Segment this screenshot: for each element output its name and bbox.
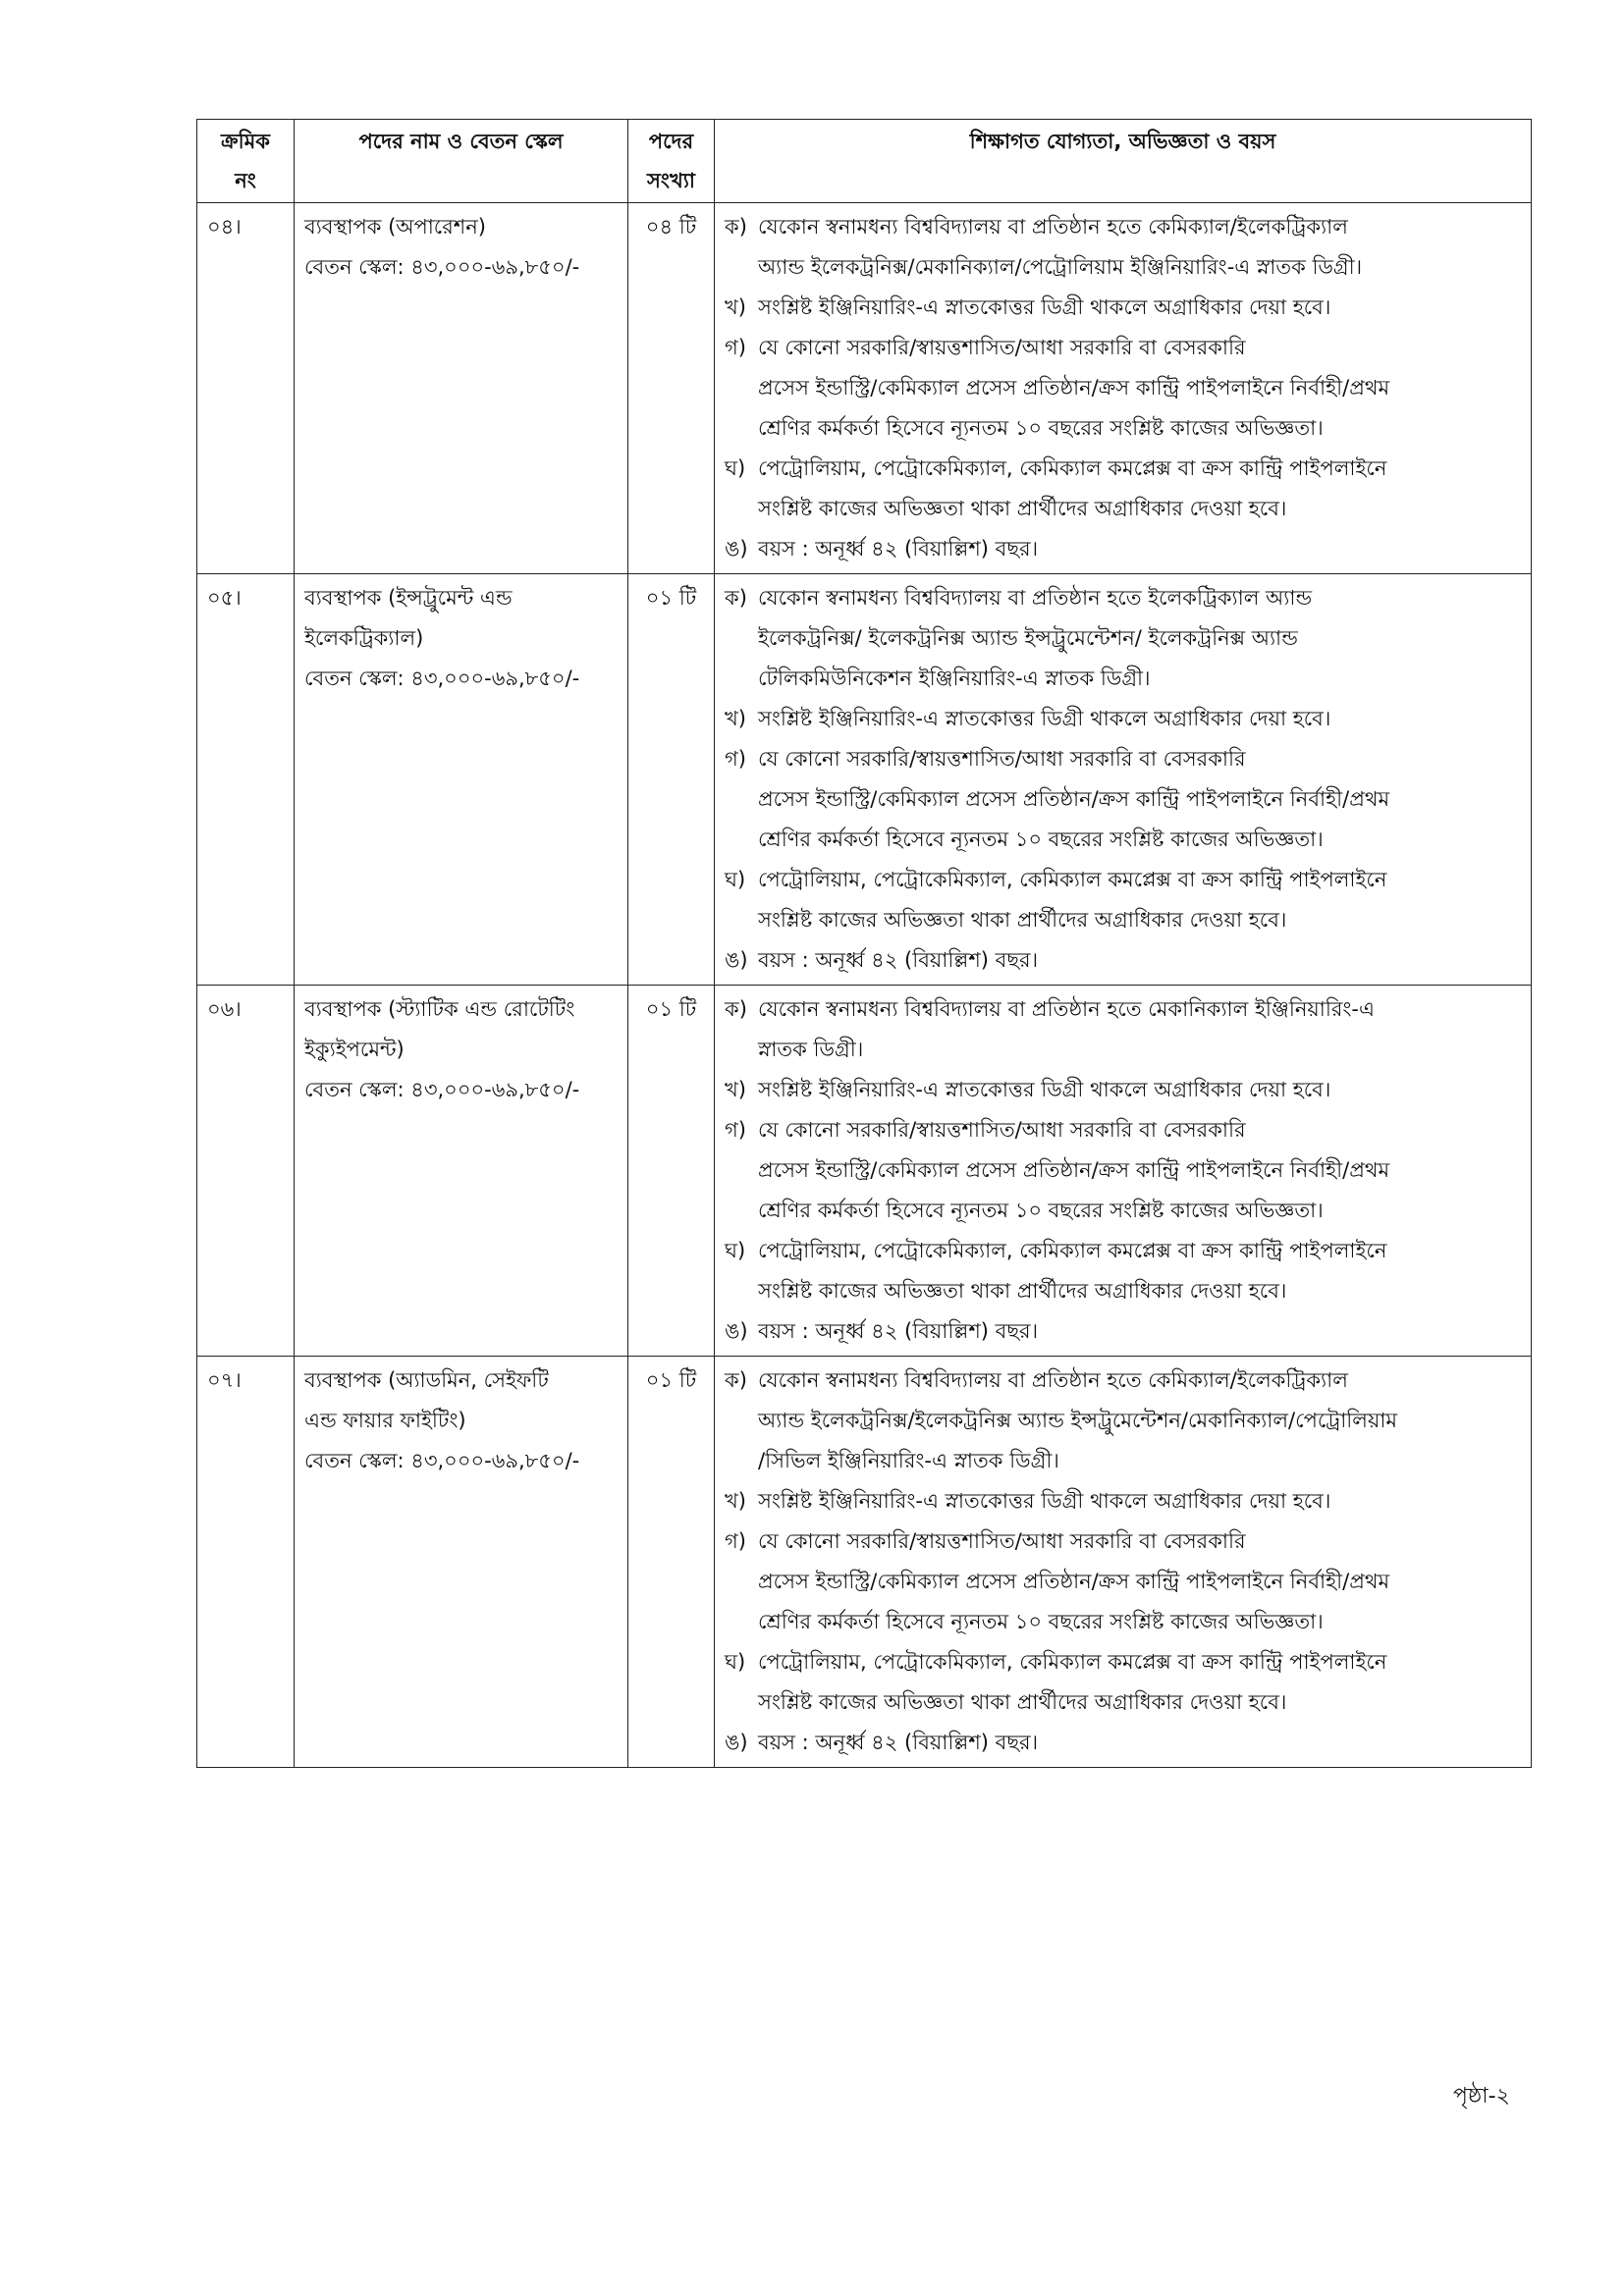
qualification-marker: ঙ) xyxy=(725,537,748,561)
table-row xyxy=(197,574,1532,986)
table-row xyxy=(197,986,1532,1357)
post-count-cell: ০১ টি xyxy=(628,1357,715,1768)
qualification-item xyxy=(725,699,1521,739)
qualification-text xyxy=(758,1070,1521,1110)
qualification-text xyxy=(758,1311,1521,1352)
qualification-line: যেকোন স্বনামধন্য বিশ্ববিদ্যালয় বা প্রতিষ্ঠান হতে কেমিক্যাল/ইলেকট্রিক্যাল xyxy=(758,1368,1348,1392)
qualification-text xyxy=(758,288,1521,328)
post-line: ব্যবস্থাপক (অপারেশন) xyxy=(304,215,486,239)
post-line: ইলেকট্রিক্যাল) xyxy=(304,626,424,650)
qualification-line: সংশ্লিষ্ট কাজের অভিজ্ঞতা থাকা প্রার্থীদের অগ্রাধিকার দেওয়া হবে। xyxy=(758,908,1287,932)
post-line: ব্যবস্থাপক (ইন্সট্রুমেন্ট এন্ড xyxy=(304,586,513,610)
qualification-line: সংশ্লিষ্ট ইঞ্জিনিয়ারিং-এ স্নাতকোত্তর ডিগ্রী থাকলে অগ্রাধিকার দেয়া হবে। xyxy=(758,295,1331,319)
qualification-marker: ক) xyxy=(725,215,747,239)
header-serial: ক্রমিক নং xyxy=(197,120,295,203)
qualification-line: সংশ্লিষ্ট ইঞ্জিনিয়ারিং-এ স্নাতকোত্তর ডিগ্রী থাকলে অগ্রাধিকার দেয়া হবে। xyxy=(758,1078,1331,1101)
qualification-text xyxy=(758,1723,1521,1763)
qualification-text xyxy=(758,699,1521,739)
qualification-item xyxy=(725,288,1521,328)
post-line: এন্ড ফায়ার ফাইটিং) xyxy=(304,1409,466,1432)
qualification-line: শ্রেণির কর্মকর্তা হিসেবে ন্যূনতম ১০ বছরের সংশ্লিষ্ট কাজের অভিজ্ঞতা। xyxy=(758,828,1324,851)
serial-cell: ০৫। xyxy=(197,574,295,986)
qualification-text xyxy=(758,989,1521,1070)
qualification-item xyxy=(725,989,1521,1070)
qualification-cell xyxy=(715,986,1532,1357)
qualification-text xyxy=(758,449,1521,529)
post-count-cell: ০১ টি xyxy=(628,574,715,986)
qualification-text xyxy=(758,1642,1521,1723)
qualification-text xyxy=(758,529,1521,569)
qualification-line: প্রসেস ইন্ডাস্ট্রি/কেমিক্যাল প্রসেস প্রতিষ্ঠান/ক্রস কান্ট্রি পাইপলাইনে নির্বাহী/প্রথম xyxy=(758,1158,1390,1182)
table-row xyxy=(197,203,1532,574)
qualification-line: প্রসেস ইন্ডাস্ট্রি/কেমিক্যাল প্রসেস প্রতিষ্ঠান/ক্রস কান্ট্রি পাইপলাইনে নির্বাহী/প্রথম xyxy=(758,376,1390,400)
qualification-marker: খ) xyxy=(725,295,746,319)
qualification-line: যে কোনো সরকারি/স্বায়ত্তশাসিত/আধা সরকারি বা বেসরকারি xyxy=(758,1118,1246,1142)
qualification-marker: ক) xyxy=(725,997,747,1021)
serial-cell: ০৭। xyxy=(197,1357,295,1768)
qualification-text xyxy=(758,860,1521,940)
qualification-line: টেলিকমিউনিকেশন ইঞ্জিনিয়ারিং-এ স্নাতক ডিগ্রী। xyxy=(758,667,1151,690)
qualification-line: যে কোনো সরকারি/স্বায়ত্তশাসিত/আধা সরকারি বা বেসরকারি xyxy=(758,336,1246,359)
qualification-item xyxy=(725,1110,1521,1231)
qualification-item xyxy=(725,1723,1521,1763)
qualification-item xyxy=(725,1070,1521,1110)
table-body xyxy=(197,203,1532,1768)
qualification-line: বয়স : অনূর্ধ্ব ৪২ (বিয়াল্লিশ) বছর। xyxy=(758,1731,1039,1754)
qualification-line: অ্যান্ড ইলেকট্রনিক্স/মেকানিক্যাল/পেট্রোলিয়াম ইঞ্জিনিয়ারিং-এ স্নাতক ডিগ্রী। xyxy=(758,255,1363,279)
qualification-text xyxy=(758,940,1521,981)
qualification-item xyxy=(725,1231,1521,1311)
qualification-line: পেট্রোলিয়াম, পেট্রোকেমিক্যাল, কেমিক্যাল কমপ্লেক্স বা ক্রস কান্ট্রি পাইপলাইনে xyxy=(758,1650,1387,1674)
qualification-item xyxy=(725,449,1521,529)
serial-cell: ০৪। xyxy=(197,203,295,574)
qualification-line: পেট্রোলিয়াম, পেট্রোকেমিক্যাল, কেমিক্যাল কমপ্লেক্স বা ক্রস কান্ট্রি পাইপলাইনে xyxy=(758,1239,1387,1262)
table-header-row xyxy=(197,120,1532,203)
qualification-line: ইলেকট্রনিক্স/ ইলেকট্রনিক্স অ্যান্ড ইন্সট্রুমেন্টেশন/ ইলেকট্রনিক্স অ্যান্ড xyxy=(758,626,1298,650)
qualification-marker: ঙ) xyxy=(725,948,748,972)
qualification-line: অ্যান্ড ইলেকট্রনিক্স/ইলেকট্রনিক্স অ্যান্ড ইন্সট্রুমেন্টেশন/মেকানিক্যাল/পেট্রোলিয়াম xyxy=(758,1409,1398,1432)
qualification-line: /সিভিল ইঞ্জিনিয়ারিং-এ স্নাতক ডিগ্রী। xyxy=(758,1449,1059,1472)
qualification-line: শ্রেণির কর্মকর্তা হিসেবে ন্যূনতম ১০ বছরের সংশ্লিষ্ট কাজের অভিজ্ঞতা। xyxy=(758,416,1324,440)
post-line: ইক্যুইপমেন্ট) xyxy=(304,1038,405,1061)
post-line: বেতন স্কেল: ৪৩,০০০-৬৯,৮৫০/- xyxy=(304,1078,580,1101)
qualification-marker: ঙ) xyxy=(725,1731,748,1754)
qualification-marker: ঘ) xyxy=(725,868,746,891)
qualification-text xyxy=(758,1481,1521,1522)
qualification-line: যেকোন স্বনামধন্য বিশ্ববিদ্যালয় বা প্রতিষ্ঠান হতে মেকানিক্যাল ইঞ্জিনিয়ারিং-এ xyxy=(758,997,1375,1021)
post-line: ব্যবস্থাপক (অ্যাডমিন, সেইফটি xyxy=(304,1368,549,1392)
post-line: বেতন স্কেল: ৪৩,০০০-৬৯,৮৫০/- xyxy=(304,255,580,279)
qualification-line: সংশ্লিষ্ট কাজের অভিজ্ঞতা থাকা প্রার্থীদের অগ্রাধিকার দেওয়া হবে। xyxy=(758,1279,1287,1303)
post-line: বেতন স্কেল: ৪৩,০০০-৬৯,৮৫০/- xyxy=(304,667,580,690)
qualification-marker: গ) xyxy=(725,336,746,359)
header-count: পদের সংখ্যা xyxy=(628,120,715,203)
qualification-text xyxy=(758,578,1521,699)
qualification-line: প্রসেস ইন্ডাস্ট্রি/কেমিক্যাল প্রসেস প্রতিষ্ঠান/ক্রস কান্ট্রি পাইপলাইনে নির্বাহী/প্রথম xyxy=(758,787,1390,811)
qualification-text xyxy=(758,328,1521,449)
qualification-text xyxy=(758,207,1521,288)
table-row xyxy=(197,1357,1532,1768)
header-post: পদের নাম ও বেতন স্কেল xyxy=(295,120,628,203)
qualification-item xyxy=(725,1481,1521,1522)
qualification-text xyxy=(758,1361,1521,1481)
qualification-item xyxy=(725,940,1521,981)
qualification-marker: ক) xyxy=(725,586,747,610)
qualification-marker: ঘ) xyxy=(725,1239,746,1262)
post-line: বেতন স্কেল: ৪৩,০০০-৬৯,৮৫০/- xyxy=(304,1449,580,1472)
qualification-item xyxy=(725,328,1521,449)
serial-cell: ০৬। xyxy=(197,986,295,1357)
header-qualification: শিক্ষাগত যোগ্যতা, অভিজ্ঞতা ও বয়স xyxy=(715,120,1532,203)
qualification-marker: ঘ) xyxy=(725,1650,746,1674)
qualification-line: বয়স : অনূর্ধ্ব ৪২ (বিয়াল্লিশ) বছর। xyxy=(758,537,1039,561)
qualification-text xyxy=(758,739,1521,860)
qualification-item xyxy=(725,1642,1521,1723)
qualification-marker: খ) xyxy=(725,1078,746,1101)
qualification-item xyxy=(725,1361,1521,1481)
qualification-text xyxy=(758,1522,1521,1642)
qualification-item xyxy=(725,529,1521,569)
post-cell xyxy=(295,203,628,574)
qualification-item xyxy=(725,578,1521,699)
qualification-line: যেকোন স্বনামধন্য বিশ্ববিদ্যালয় বা প্রতিষ্ঠান হতে কেমিক্যাল/ইলেকট্রিক্যাল xyxy=(758,215,1348,239)
job-requirements-table xyxy=(196,119,1532,1768)
qualification-line: প্রসেস ইন্ডাস্ট্রি/কেমিক্যাল প্রসেস প্রতিষ্ঠান/ক্রস কান্ট্রি পাইপলাইনে নির্বাহী/প্রথম xyxy=(758,1570,1390,1593)
qualification-item xyxy=(725,1522,1521,1642)
qualification-marker: গ) xyxy=(725,1529,746,1553)
qualification-line: শ্রেণির কর্মকর্তা হিসেবে ন্যূনতম ১০ বছরের সংশ্লিষ্ট কাজের অভিজ্ঞতা। xyxy=(758,1199,1324,1222)
qualification-cell xyxy=(715,1357,1532,1768)
post-count-cell: ০৪ টি xyxy=(628,203,715,574)
qualification-marker: ঙ) xyxy=(725,1319,748,1343)
qualification-cell xyxy=(715,203,1532,574)
qualification-line: সংশ্লিষ্ট ইঞ্জিনিয়ারিং-এ স্নাতকোত্তর ডিগ্রী থাকলে অগ্রাধিকার দেয়া হবে। xyxy=(758,707,1331,730)
qualification-text xyxy=(758,1110,1521,1231)
qualification-line: যে কোনো সরকারি/স্বায়ত্তশাসিত/আধা সরকারি বা বেসরকারি xyxy=(758,747,1246,771)
qualification-line: যেকোন স্বনামধন্য বিশ্ববিদ্যালয় বা প্রতিষ্ঠান হতে ইলেকট্রিক্যাল অ্যান্ড xyxy=(758,586,1313,610)
qualification-marker: গ) xyxy=(725,1118,746,1142)
qualification-line: শ্রেণির কর্মকর্তা হিসেবে ন্যূনতম ১০ বছরের সংশ্লিষ্ট কাজের অভিজ্ঞতা। xyxy=(758,1610,1324,1633)
qualification-line: স্নাতক ডিগ্রী। xyxy=(758,1038,864,1061)
post-cell xyxy=(295,1357,628,1768)
post-cell xyxy=(295,986,628,1357)
qualification-marker: খ) xyxy=(725,707,746,730)
qualification-item xyxy=(725,207,1521,288)
post-line: ব্যবস্থাপক (স্ট্যাটিক এন্ড রোটেটিং xyxy=(304,997,575,1021)
qualification-marker: ঘ) xyxy=(725,456,746,480)
qualification-marker: গ) xyxy=(725,747,746,771)
page-number: পৃষ্ঠা-২ xyxy=(1453,2084,1510,2109)
qualification-line: বয়স : অনূর্ধ্ব ৪২ (বিয়াল্লিশ) বছর। xyxy=(758,948,1039,972)
qualification-item xyxy=(725,860,1521,940)
qualification-line: সংশ্লিষ্ট ইঞ্জিনিয়ারিং-এ স্নাতকোত্তর ডিগ্রী থাকলে অগ্রাধিকার দেয়া হবে। xyxy=(758,1489,1331,1513)
qualification-item xyxy=(725,1311,1521,1352)
qualification-line: সংশ্লিষ্ট কাজের অভিজ্ঞতা থাকা প্রার্থীদের অগ্রাধিকার দেওয়া হবে। xyxy=(758,497,1287,520)
qualification-line: যে কোনো সরকারি/স্বায়ত্তশাসিত/আধা সরকারি বা বেসরকারি xyxy=(758,1529,1246,1553)
qualification-line: পেট্রোলিয়াম, পেট্রোকেমিক্যাল, কেমিক্যাল কমপ্লেক্স বা ক্রস কান্ট্রি পাইপলাইনে xyxy=(758,868,1387,891)
qualification-marker: ক) xyxy=(725,1368,747,1392)
qualification-item xyxy=(725,739,1521,860)
qualification-cell xyxy=(715,574,1532,986)
post-count-cell: ০১ টি xyxy=(628,986,715,1357)
post-cell xyxy=(295,574,628,986)
qualification-line: সংশ্লিষ্ট কাজের অভিজ্ঞতা থাকা প্রার্থীদের অগ্রাধিকার দেওয়া হবে। xyxy=(758,1690,1287,1714)
qualification-marker: খ) xyxy=(725,1489,746,1513)
qualification-line: পেট্রোলিয়াম, পেট্রোকেমিক্যাল, কেমিক্যাল কমপ্লেক্স বা ক্রস কান্ট্রি পাইপলাইনে xyxy=(758,456,1387,480)
qualification-text xyxy=(758,1231,1521,1311)
qualification-line: বয়স : অনূর্ধ্ব ৪২ (বিয়াল্লিশ) বছর। xyxy=(758,1319,1039,1343)
